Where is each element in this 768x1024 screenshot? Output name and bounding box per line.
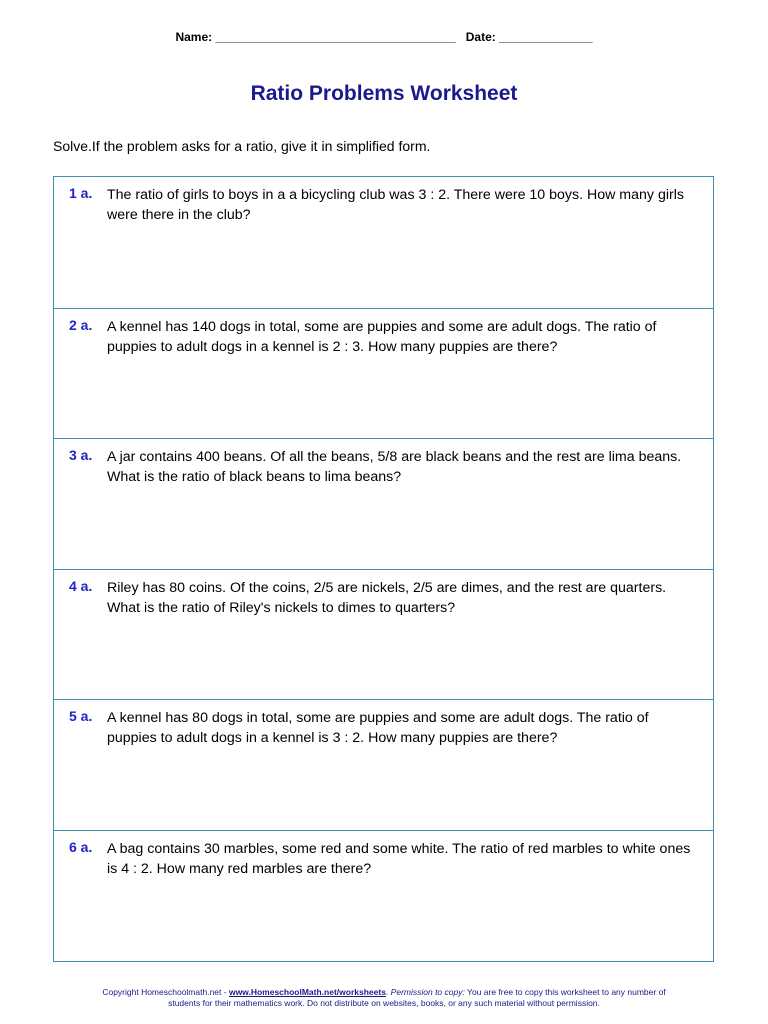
problem-number: 3 a. bbox=[69, 447, 93, 464]
problem-text: A jar contains 400 beans. Of all the beans, 5/8 are black beans and the rest are lima beans. What is the ratio of black beans to lima beans? bbox=[107, 449, 682, 486]
problem-number: 6 a. bbox=[69, 838, 93, 855]
worksheet-title: Ratio Problems Worksheet bbox=[250, 82, 518, 105]
problem-text: Riley has 80 coins. Of the coins, 2/5 are nickels, 2/5 are dimes, and the rest are quarters. What is the ratio of Riley's nickels to dimes to quarters? bbox=[107, 579, 667, 616]
permission-label: Permission to copy: bbox=[390, 987, 465, 997]
date-blank: ______________ bbox=[499, 30, 593, 44]
problem-4 bbox=[54, 569, 713, 700]
problem-text: A kennel has 140 dogs in total, some are puppies and some are adult dogs. The ratio of puppies to adult dogs in a kennel is 2 : 3. How many puppies are there? bbox=[107, 318, 657, 355]
problem-3 bbox=[54, 438, 713, 569]
date-label: Date: bbox=[465, 30, 496, 44]
problem-number: 5 a. bbox=[69, 708, 93, 725]
problem-number: 1 a. bbox=[69, 185, 93, 201]
copyright-footer bbox=[90, 987, 678, 1009]
name-date-header bbox=[0, 30, 768, 44]
problem-text: The ratio of girls to boys in a a bicycling club was 3 : 2. There were 10 boys. How many girls were there in the club? bbox=[107, 187, 684, 223]
instructions: Solve.If the problem asks for a ratio, give it in simplified form. bbox=[53, 138, 431, 154]
problem-2 bbox=[54, 308, 713, 439]
footer-period: . bbox=[385, 987, 389, 997]
copyright-text: Copyright Homeschoolmath.net - bbox=[102, 987, 229, 997]
problem-number: 2 a. bbox=[69, 316, 93, 333]
problem-5 bbox=[54, 699, 713, 830]
problem-table bbox=[53, 176, 714, 962]
problem-number: 4 a. bbox=[69, 577, 93, 594]
permission-text: You are free to copy this worksheet to any number of students for their mathematics work. Do not distribute on websites, books, or any such material without permission. bbox=[168, 987, 666, 1008]
name-blank: ____________________________________ bbox=[215, 30, 456, 44]
name-label: Name: bbox=[175, 30, 213, 44]
problem-1 bbox=[54, 177, 713, 308]
problem-6 bbox=[54, 830, 713, 961]
problem-text: A bag contains 30 marbles, some red and some white. The ratio of red marbles to white ones is 4 : 2. How many red marbles are there? bbox=[107, 840, 691, 877]
homeschoolmath-link[interactable]: www.HomeschoolMath.net/worksheets bbox=[228, 987, 386, 997]
problem-text: A kennel has 80 dogs in total, some are puppies and some are adult dogs. The ratio of puppies to adult dogs in a kennel is 3 : 2. How many puppies are there? bbox=[107, 710, 649, 747]
